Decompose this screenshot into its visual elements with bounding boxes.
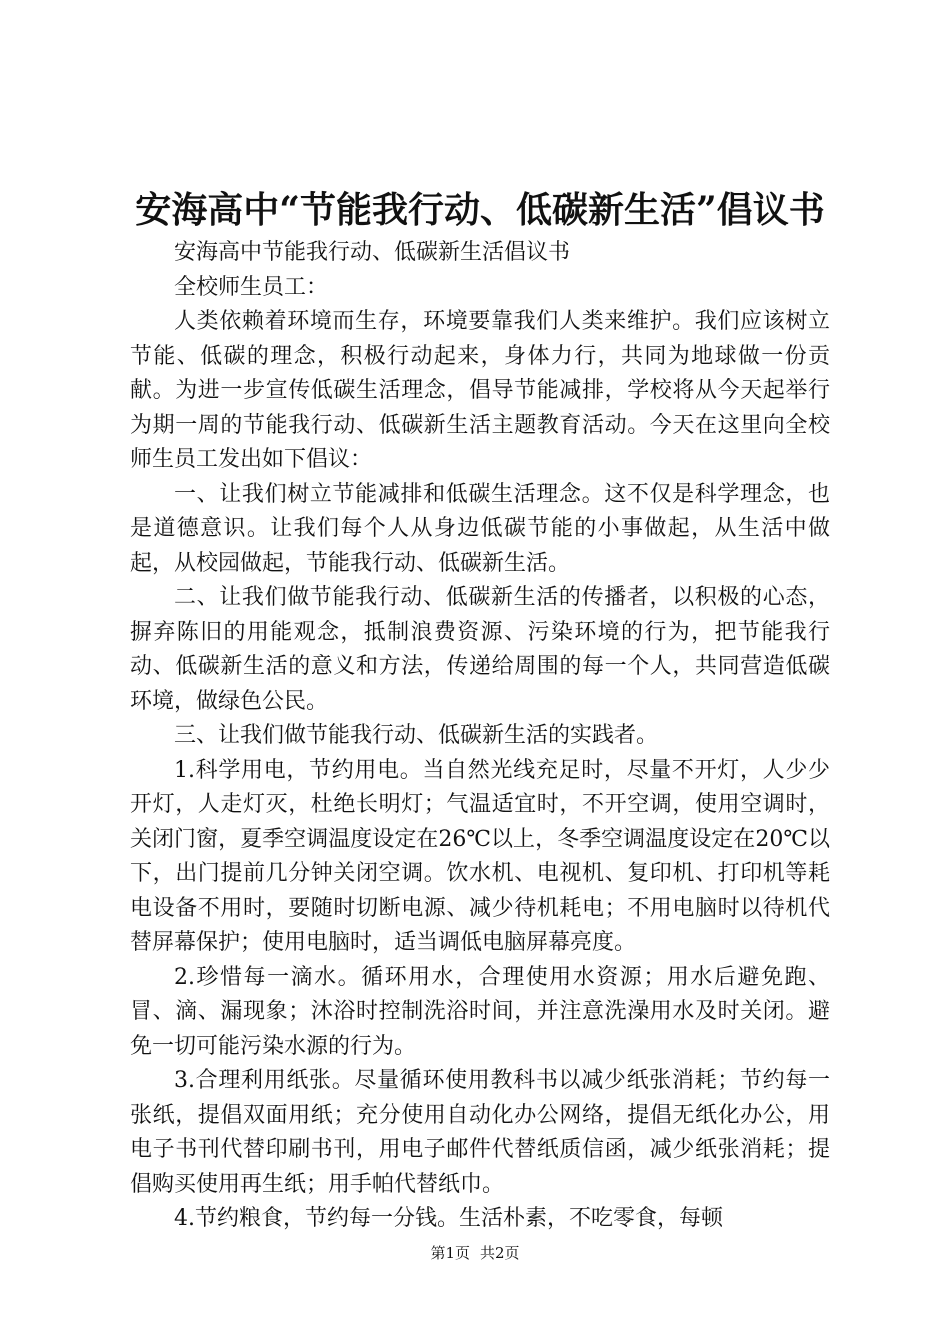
point-two-paragraph: 二、让我们做节能我行动、低碳新生活的传播者，以积极的心态，摒弃陈旧的用能观念，抵制浪费资源、污染环境的行为，把节能我行动、低碳新生活的意义和方法，传递给周围的每一个人，共同营造低碳环境，做绿色公民。 — [130, 585, 830, 714]
water-paragraph: 2.珍惜每一滴水。循环用水，合理使用水资源；用水后避免跑、冒、滴、漏现象；沐浴时控制洗浴时间，并注意洗澡用水及时关闭。避免一切可能污染水源的行为。 — [130, 964, 830, 1059]
paper-paragraph: 3.合理利用纸张。尽量循环使用教科书以减少纸张消耗；节约每一张纸，提倡双面用纸；充分使用自动化办公网络，提倡无纸化办公，用电子书刊代替印刷书刊，用电子邮件代替纸质信函，减少纸张消耗；提倡购买使用再生纸；用手帕代替纸巾。 — [130, 1068, 830, 1197]
salutation-paragraph: 全校师生员工： — [174, 274, 329, 300]
subtitle-paragraph: 安海高中节能我行动、低碳新生活倡议书 — [174, 240, 571, 265]
food-paragraph: 4.节约粮食，节约每一分钱。生活朴素，不吃零食，每顿 — [174, 1206, 723, 1231]
page-footer — [0, 1243, 950, 1263]
document-title: 安海高中“节能我行动、低碳新生活”倡议书 — [135, 189, 825, 231]
page-total: 共2页 — [480, 1244, 520, 1262]
page-number: 第1页 — [430, 1244, 470, 1262]
point-three-paragraph: 三、让我们做节能我行动、低碳新生活的实践者。 — [174, 723, 659, 748]
document-body — [130, 236, 830, 1237]
electricity-paragraph: 1.科学用电，节约用电。当自然光线充足时，尽量不开灯，人少少开灯，人走灯灭，杜绝长明灯；气温适宜时，不开空调，使用空调时，关闭门窗，夏季空调温度设定在26℃以上，冬季空调温度设定在20℃以下，出门提前几分钟关闭空调。饮水机、电视机、复印机、打印机等耗电设备不用时，要随时切断电源、减少待机耗电；不用电脑时以待机代替屏幕保护；使用电脑时，适当调低电脑屏幕亮度。 — [130, 757, 830, 955]
intro-paragraph: 人类依赖着环境而生存，环境要靠我们人类来维护。我们应该树立节能、低碳的理念，积极行动起来，身体力行，共同为地球做一份贡献。为进一步宣传低碳生活理念，倡导节能减排，学校将从今天起举行为期一周的节能我行动、低碳新生活主题教育活动。今天在这里向全校师生员工发出如下倡议： — [130, 309, 830, 472]
point-one-paragraph: 一、让我们树立节能减排和低碳生活理念。这不仅是科学理念，也是道德意识。让我们每个人从身边低碳节能的小事做起，从生活中做起，从校园做起，节能我行动、低碳新生活。 — [130, 481, 830, 576]
